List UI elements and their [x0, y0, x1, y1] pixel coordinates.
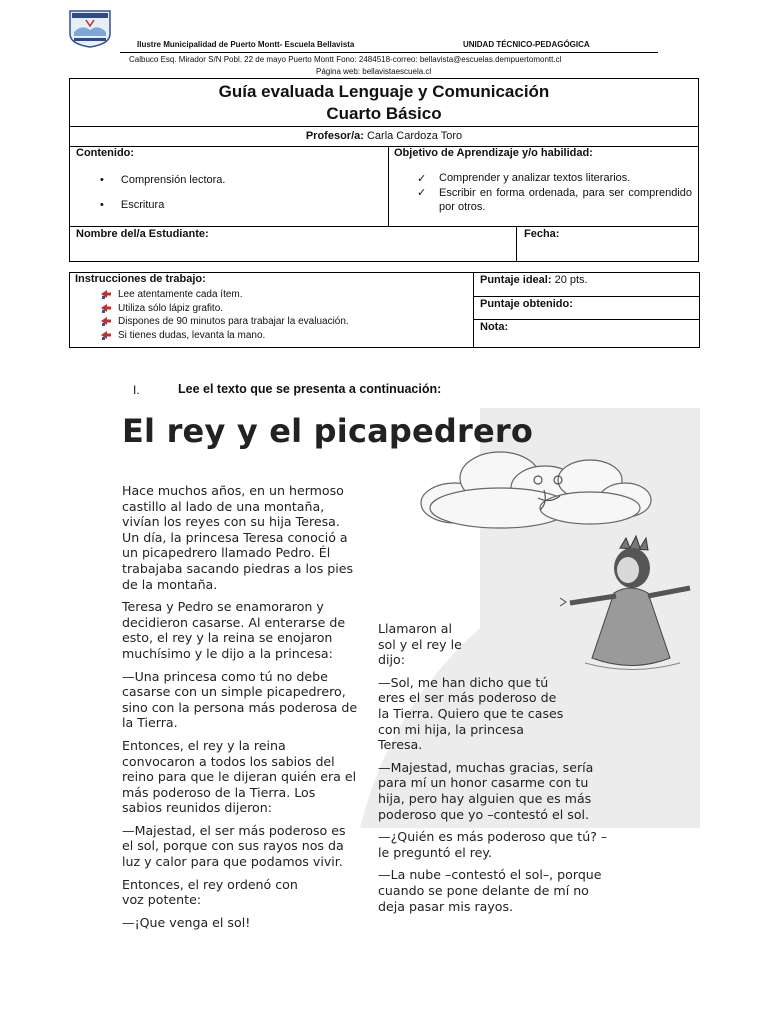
section-number: I. [133, 383, 140, 397]
content-item-text: Escritura [120, 199, 165, 211]
content-item [100, 199, 164, 211]
instruction-item [100, 302, 349, 316]
check-icon: ✓ [417, 173, 427, 185]
story-paragraph: Entonces, el rey y la reina convocaron a todos los sabios del reino para que le dijeran quién era el más poderoso de la Tierra. Los sabios reunidos dijeron: [122, 737, 357, 816]
story-paragraph: —Una princesa como tú no debe casarse con un simple picapedrero, sino con la persona más poderosa de la Tierra. [122, 668, 358, 731]
instruction-text: Utiliza sólo lápiz grafito. [118, 302, 224, 314]
objective-item-text: Escribir en forma ordenada, para ser comprendido por otros. [439, 187, 692, 213]
score-ideal-label: Puntaje ideal: [480, 274, 552, 286]
arrow-bullet-icon [100, 330, 112, 340]
student-name-field[interactable] [70, 227, 517, 262]
story-paragraph: —¿Quién es más poderoso que tú? –le preguntó el rey. [378, 829, 608, 860]
score-ideal-value: 20 pts. [554, 274, 588, 286]
teacher-label: Profesor/a: [305, 130, 364, 142]
arrow-bullet-icon [100, 316, 112, 326]
bullet-icon: • [100, 199, 104, 211]
instruction-item [100, 315, 349, 329]
grade-label: Nota: [480, 321, 509, 333]
objective-cell [389, 146, 698, 226]
score-ideal-cell [474, 273, 699, 297]
objective-item [417, 186, 692, 214]
student-row [70, 226, 698, 262]
instructions-label: Instrucciones de trabajo: [75, 273, 206, 285]
story-paragraph: —La nube –contestó el sol–, porque cuando se pone delante de mí no deja pasar mis rayos. [378, 867, 602, 914]
story-left-column [122, 483, 358, 937]
arrow-bullet-icon [100, 303, 112, 313]
story-paragraph: —Majestad, muchas gracias, sería para mí un honor casarme con tu hija, pero hay alguien que es más poderoso que yo –contestó el sol. [378, 759, 594, 822]
teacher-row [70, 126, 698, 147]
arrow-bullet-icon [100, 289, 112, 299]
instructions-cell [70, 273, 474, 347]
story-title: El rey y el picapedrero [122, 412, 534, 450]
objective-item [417, 172, 692, 184]
bullet-icon: • [100, 174, 104, 186]
story-paragraph: Llamaron al sol y el rey le dijo: [378, 621, 462, 668]
instruction-text: Si tienes dudas, levanta la mano. [118, 329, 266, 341]
content-item-text: Comprensión lectora. [120, 174, 226, 186]
instruction-item [100, 329, 349, 343]
content-cell [70, 146, 389, 226]
story-paragraph: Teresa y Pedro se enamoraron y decidieron casarse. Al enterarse de esto, el rey y la reina se enojaron muchísimo y le dijo a la princesa: [122, 599, 346, 661]
guide-info-table [69, 78, 699, 262]
instructions-table [69, 272, 700, 348]
header-rule [120, 52, 658, 53]
instructions-list [100, 288, 349, 342]
school-web: Página web: bellavistaescuela.cl [316, 67, 432, 76]
teacher-name: Carla Cardoza Toro [366, 130, 463, 142]
institution-name: Ilustre Municipalidad de Puerto Montt- Escuela Bellavista [137, 40, 355, 49]
section-instruction: Lee el texto que se presenta a continuación: [178, 382, 442, 396]
date-field[interactable] [517, 227, 698, 262]
instruction-text: Lee atentamente cada ítem. [118, 289, 243, 300]
guide-title-line2: Cuarto Básico [326, 104, 442, 123]
school-logo [66, 8, 114, 48]
story-paragraph: Hace muchos años, en un hermoso castillo al lado de una montaña, vivían los reyes con su hija Teresa. Un día, la princesa Teresa conoció a un picapedrero llamado Pedro. Él trabajaba sacando piedras a los pies de la montaña. [122, 483, 354, 592]
story-right-column [378, 621, 614, 921]
story-paragraph: —Majestad, el ser más poderoso es el sol, porque con sus rayos nos da luz y calor para que podamos vivir. [122, 822, 346, 870]
story-paragraph: Entonces, el rey ordenó con voz potente: [122, 876, 298, 908]
date-label: Fecha: [524, 228, 560, 240]
student-name-label: Nombre del/a Estudiante: [76, 228, 209, 240]
instruction-item [100, 288, 349, 302]
unit-name: UNIDAD TÉCNICO-PEDAGÓGICA [463, 40, 590, 49]
score-obtained-cell[interactable] [474, 297, 699, 320]
guide-title [70, 81, 698, 125]
grade-cell[interactable] [474, 320, 699, 347]
story-paragraph: —¡Que venga el sol! [122, 914, 251, 930]
content-label: Contenido: [76, 147, 135, 159]
school-address: Calbuco Esq. Mirador S/N Pobl. 22 de mayo Puerto Montt Fono: 2484518-correo: bellavista@escuelas.dempuertomontt.cl [129, 55, 562, 64]
guide-title-line1: Guía evaluada Lenguaje y Comunicación [218, 82, 550, 101]
score-obtained-label: Puntaje obtenido: [480, 298, 573, 310]
content-item [100, 174, 225, 186]
check-icon: ✓ [417, 187, 427, 199]
instruction-text: Dispones de 90 minutos para trabajar la evaluación. [118, 316, 349, 327]
story-paragraph: —Sol, me han dicho que tú eres el ser más poderoso de la Tierra. Quiero que te cases con mi hija, la princesa Teresa. [378, 674, 564, 753]
objective-label: Objetivo de Aprendizaje y/o habilidad: [394, 147, 593, 159]
objective-item-text: Comprender y analizar textos literarios. [439, 172, 631, 184]
